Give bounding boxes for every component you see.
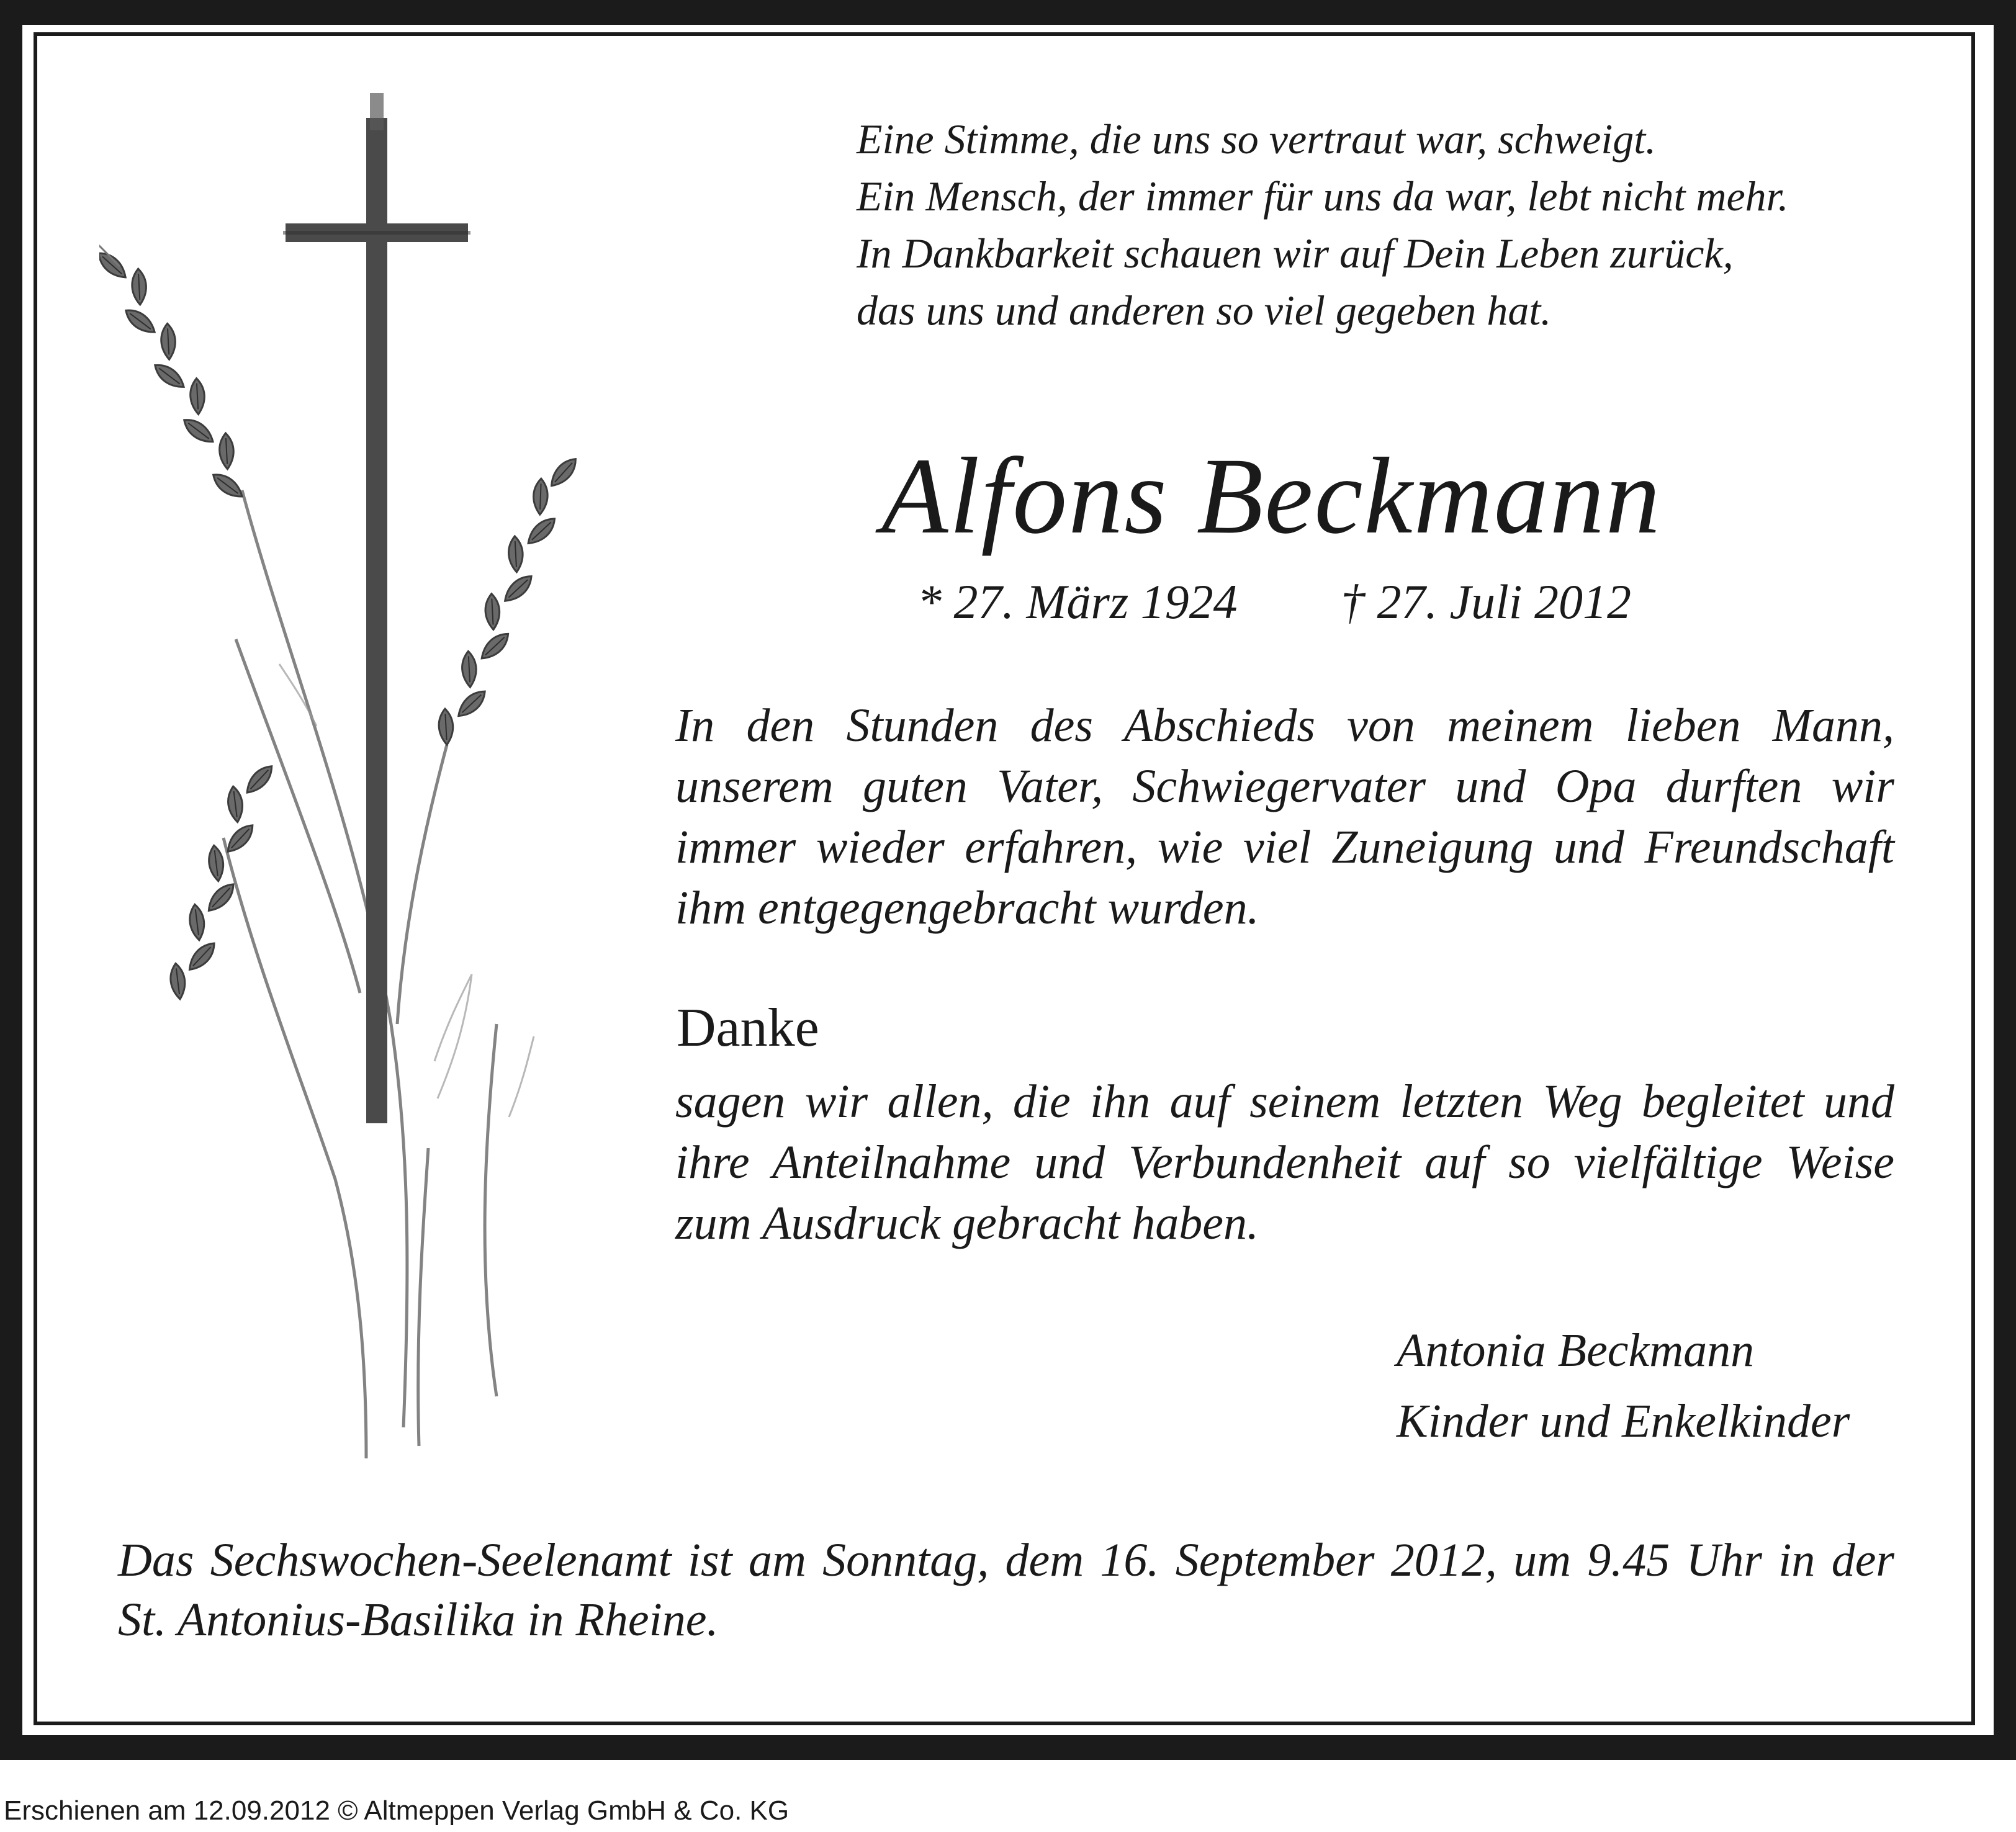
- signature-name: Antonia Beckmann: [1397, 1324, 1755, 1376]
- service-notice: Das Sechswochen-Seelenamt ist am Sonntag, dem 16. September 2012, um 9.45 Uhr in der St. Antonius-Basilika in Rheine.: [118, 1534, 1894, 1646]
- cross-with-wheat-ears-icon: [99, 93, 596, 1508]
- thanks-heading: Danke: [677, 998, 819, 1058]
- deceased-name: Alfons Beckmann: [881, 436, 1662, 557]
- poem-line: Eine Stimme, die uns so vertraut war, schweigt.: [857, 115, 1657, 163]
- poem-line: das uns und anderen so viel gegeben hat.: [857, 287, 1552, 334]
- signature-family: Kinder und Enkelkinder: [1397, 1395, 1850, 1447]
- publication-footer: Erschienen am 12.09.2012 © Altmeppen Verlag GmbH & Co. KG: [4, 1795, 790, 1826]
- thanks-paragraph: In den Stunden des Abschieds von meinem lieben Mann, unserem guten Vater, Schwiegervater und Opa durften wir immer wieder erfahren, wie viel Zuneigung und Freundschaft ihm entgegengebracht wurden.: [675, 699, 1894, 934]
- birth-date: * 27. März 1924: [917, 575, 1238, 629]
- death-date: † 27. Juli 2012: [1341, 575, 1631, 629]
- poem-line: Ein Mensch, der immer für uns da war, lebt nicht mehr.: [857, 173, 1789, 220]
- poem-line: In Dankbarkeit schauen wir auf Dein Leben zurück,: [857, 230, 1734, 277]
- poem: [857, 110, 1974, 339]
- gratitude-paragraph: sagen wir allen, die ihn auf seinem letzten Weg begleitet und ihre Anteilnahme und Verbundenheit auf so vielfältige Weise zum Ausdruck gebracht haben.: [675, 1075, 1894, 1249]
